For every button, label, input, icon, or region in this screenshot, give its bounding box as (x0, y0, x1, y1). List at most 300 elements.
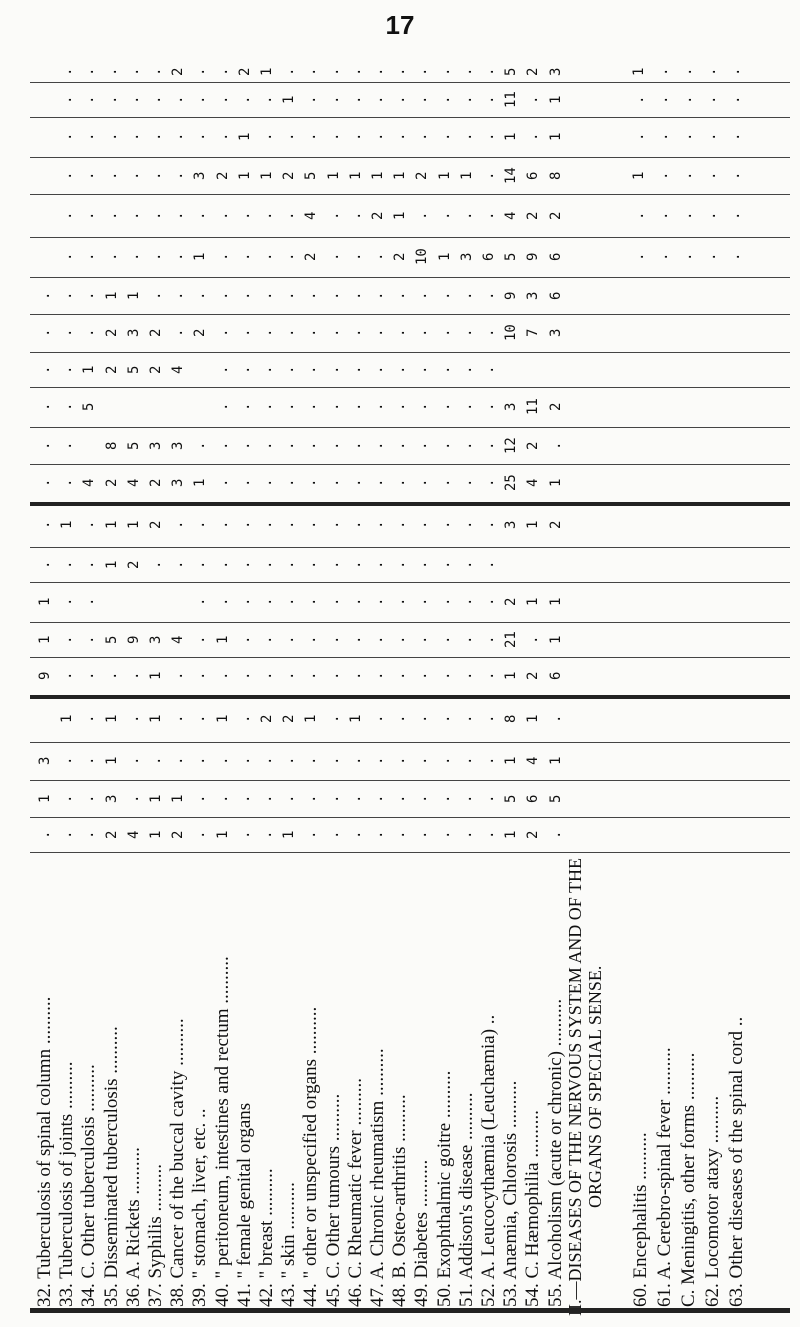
table-rule (30, 657, 790, 658)
row-label: 49. Diabetes .......... (411, 1159, 433, 1307)
table-cell: . (192, 714, 209, 723)
table-cell: . (481, 478, 497, 488)
table-cell: 5 (103, 635, 120, 644)
table-cell: 5 (125, 365, 142, 374)
table-cell: 1 (281, 95, 298, 104)
table-cell: . (236, 635, 253, 644)
table-cell: . (436, 478, 453, 488)
table-cell: . (37, 291, 53, 300)
table-cell: . (303, 520, 320, 529)
table-rule (30, 117, 790, 118)
table-cell: . (481, 95, 497, 104)
table-cell: . (347, 597, 364, 607)
table-cell: . (347, 132, 364, 142)
table-cell: 1 (458, 171, 475, 180)
table-cell: 3 (148, 635, 164, 644)
page-number: 17 (385, 10, 415, 40)
table-cell: 2 (525, 671, 542, 681)
row-label: 36. A. Rickets .......... (122, 1147, 144, 1307)
table-cell: . (347, 365, 364, 374)
table-cell: . (347, 520, 364, 529)
table-cell: . (170, 328, 187, 338)
table-cell: . (481, 756, 497, 766)
table-cell: . (259, 252, 275, 262)
table-cell: . (214, 671, 231, 681)
row-label: 32. Tuberculosis of spinal column .......... (34, 996, 55, 1307)
table-cell: . (259, 328, 275, 338)
table-cell: . (214, 756, 231, 766)
table-cell: . (281, 671, 298, 681)
table-cell: 1 (81, 365, 98, 374)
table-rule (30, 547, 790, 548)
table-cell: . (370, 291, 386, 300)
table-cell: . (392, 365, 409, 374)
row-label: 46. C. Rheumatic fever .......... (344, 1077, 366, 1307)
table-cell: . (236, 211, 253, 220)
table-cell: . (236, 291, 253, 300)
table-cell: . (192, 211, 209, 220)
table-cell: 1 (370, 171, 386, 180)
table-cell: . (525, 132, 542, 142)
table-cell: . (236, 560, 253, 569)
table-cell: . (103, 671, 120, 681)
table-cell: . (436, 560, 453, 569)
table-cell: . (192, 67, 209, 77)
row-label-right: 61. A. Cerebro-spinal fever .......... (654, 1047, 675, 1307)
table-cell: . (59, 597, 76, 607)
table-cell: . (325, 671, 342, 681)
table-cell: 4 (170, 365, 187, 374)
table-cell: . (325, 794, 342, 803)
table-cell: 1 (103, 520, 120, 529)
table-cell: . (59, 830, 76, 839)
table-cell-right: . (655, 171, 671, 180)
table-cell: 1 (525, 520, 542, 529)
table-cell: . (370, 252, 386, 262)
table-cell: 2 (148, 478, 164, 488)
table-cell: 1 (392, 211, 409, 220)
table-cell: . (392, 597, 409, 607)
table-cell: 1 (59, 714, 76, 723)
table-cell: . (481, 171, 497, 180)
table-cell: . (392, 830, 409, 839)
table-cell: . (37, 328, 53, 338)
table-cell: 2 (103, 365, 120, 374)
table-cell: 5 (503, 794, 520, 803)
table-cell: . (59, 211, 76, 220)
table-cell: . (37, 402, 53, 412)
table-cell: . (436, 520, 453, 529)
table-cell-right: . (679, 252, 695, 262)
table-cell: . (236, 365, 253, 374)
table-cell: . (259, 441, 275, 450)
table-cell: 3 (547, 328, 564, 338)
table-rule (30, 277, 790, 278)
table-cell: . (281, 756, 298, 766)
table-rule (30, 352, 790, 353)
table-cell: . (303, 328, 320, 338)
table-cell: . (81, 671, 98, 681)
table-cell: . (458, 635, 475, 644)
table-cell: 2 (525, 211, 542, 220)
table-cell: 1 (525, 714, 542, 723)
table-cell: . (392, 95, 409, 104)
table-cell: . (414, 365, 431, 374)
table-cell: 1 (281, 830, 298, 839)
table-rule (30, 780, 790, 781)
table-cell: . (170, 560, 187, 569)
table-cell: . (281, 794, 298, 803)
table-cell: . (259, 132, 275, 142)
table-cell: . (148, 171, 164, 180)
table-cell: . (414, 67, 431, 77)
table-cell: 2 (214, 171, 231, 180)
table-cell: . (125, 671, 142, 681)
table-cell: . (414, 830, 431, 839)
table-cell: . (37, 441, 53, 450)
table-cell: . (303, 67, 320, 77)
row-label: 54. C. Hæmophilia .......... (522, 1110, 544, 1307)
table-cell: . (458, 560, 475, 569)
table-cell: . (458, 830, 475, 839)
table-cell: . (458, 211, 475, 220)
row-label: 43. " skin .......... (278, 1182, 300, 1307)
table-cell: . (281, 597, 298, 607)
table-cell: 1 (547, 635, 564, 644)
table-cell: 1 (125, 291, 142, 300)
table-cell: 4 (525, 756, 542, 766)
table-cell: . (236, 794, 253, 803)
table-cell: 2 (281, 171, 298, 180)
table-cell: . (214, 402, 231, 412)
table-cell: . (81, 67, 98, 77)
table-cell: . (59, 95, 76, 104)
table-cell: . (370, 365, 386, 374)
table-cell: . (370, 560, 386, 569)
table-cell: 5 (125, 441, 142, 450)
table-cell: . (125, 756, 142, 766)
table-cell-right: 1 (631, 171, 647, 180)
table-cell: 9 (37, 671, 53, 681)
table-cell: 2 (370, 211, 386, 220)
table-cell: . (259, 830, 275, 839)
table-cell: 1 (503, 756, 520, 766)
table-cell: 1 (37, 635, 53, 644)
table-cell-right: . (703, 211, 719, 220)
table-cell: . (81, 211, 98, 220)
table-cell: . (303, 635, 320, 644)
table-rule (30, 314, 790, 315)
table-cell: . (281, 441, 298, 450)
table-cell: . (347, 794, 364, 803)
table-cell: 6 (525, 171, 542, 180)
table-cell: 1 (214, 830, 231, 839)
table-cell: . (525, 95, 542, 104)
table-cell: . (325, 95, 342, 104)
table-cell: . (236, 520, 253, 529)
table-cell: . (414, 132, 431, 142)
table-cell: . (214, 365, 231, 374)
table-cell: . (414, 671, 431, 681)
table-cell: . (303, 830, 320, 839)
table-cell: . (103, 132, 120, 142)
table-cell: . (481, 560, 497, 569)
table-cell: . (125, 95, 142, 104)
table-cell: . (436, 597, 453, 607)
table-cell: . (325, 714, 342, 723)
table-cell: . (214, 560, 231, 569)
table-cell: 3 (37, 756, 53, 766)
table-cell: . (414, 635, 431, 644)
table-cell: 12 (503, 437, 520, 454)
table-cell: . (59, 171, 76, 180)
table-rule (30, 464, 790, 465)
table-cell: . (436, 328, 453, 338)
table-cell: 2 (170, 830, 187, 839)
table-cell: 2 (103, 328, 120, 338)
table-cell: . (59, 635, 76, 644)
table-cell: . (481, 714, 497, 723)
row-label: 39. " stomach, liver, etc. .. (189, 1108, 211, 1307)
table-cell: 5 (81, 402, 98, 412)
table-cell: . (148, 211, 164, 220)
table-cell: . (458, 794, 475, 803)
table-cell-right: . (655, 67, 671, 77)
table-cell: . (37, 520, 53, 529)
table-cell: 1 (214, 635, 231, 644)
table-rule (30, 502, 790, 506)
table-cell: . (259, 95, 275, 104)
table-cell: . (481, 67, 497, 77)
table-cell: 1 (103, 756, 120, 766)
table-cell: . (303, 95, 320, 104)
table-cell: . (414, 478, 431, 488)
table-cell: . (125, 252, 142, 262)
table-cell: 1 (547, 95, 564, 104)
table-cell: 10 (414, 248, 431, 266)
table-cell: . (214, 520, 231, 529)
table-cell: 7 (525, 328, 542, 338)
table-cell: . (347, 441, 364, 450)
table-cell: . (325, 478, 342, 488)
table-cell: . (392, 291, 409, 300)
table-cell: . (81, 830, 98, 839)
table-cell: . (236, 441, 253, 450)
table-rule (30, 622, 790, 623)
table-cell-right: . (727, 252, 743, 262)
table-cell: . (414, 211, 431, 220)
table-cell: . (281, 560, 298, 569)
table-cell-right: . (727, 211, 743, 220)
table-cell: . (259, 520, 275, 529)
table-cell: . (436, 671, 453, 681)
table-cell: . (259, 794, 275, 803)
table-cell: . (347, 756, 364, 766)
table-cell: . (414, 597, 431, 607)
table-cell: 11 (525, 398, 542, 416)
table-cell: . (214, 441, 231, 450)
table-cell: 2 (125, 560, 142, 569)
table-cell: . (170, 211, 187, 220)
table-cell: . (303, 597, 320, 607)
table-cell: 1 (347, 714, 364, 723)
table-cell: . (481, 291, 497, 300)
table-cell: . (392, 714, 409, 723)
table-cell: . (303, 132, 320, 142)
table-cell: . (303, 291, 320, 300)
table-cell: . (214, 478, 231, 488)
table-cell: 14 (503, 167, 520, 184)
table-cell: 3 (192, 171, 209, 180)
table-cell: . (214, 328, 231, 338)
table-cell: . (547, 441, 564, 450)
table-cell: . (436, 714, 453, 723)
table-cell: . (281, 328, 298, 338)
table-cell: . (525, 635, 542, 644)
table-cell: 1 (436, 171, 453, 180)
table-cell: 1 (392, 171, 409, 180)
table-cell: . (103, 67, 120, 77)
table-cell: . (436, 830, 453, 839)
table-cell: . (81, 714, 98, 723)
row-label: 34. C. Other tuberculosis .......... (78, 1064, 100, 1307)
table-cell: 3 (103, 794, 120, 803)
table-cell: 1 (347, 171, 364, 180)
table-cell: 9 (503, 291, 520, 300)
table-cell: . (81, 171, 98, 180)
table-cell: 3 (503, 520, 520, 529)
table-cell: . (370, 756, 386, 766)
table-cell: . (347, 402, 364, 412)
table-cell: . (81, 291, 98, 300)
table-cell: 6 (547, 671, 564, 681)
table-cell: . (281, 291, 298, 300)
table-cell: . (59, 365, 76, 374)
table-cell: . (436, 402, 453, 412)
table-cell: . (347, 478, 364, 488)
table-cell: . (81, 95, 98, 104)
table-cell: . (547, 830, 564, 839)
section-heading: II.—DISEASES OF THE NERVOUS SYSTEM AND OF THE ORGANS OF SPECIAL SENSE. (565, 858, 605, 1316)
table-cell-right: . (655, 132, 671, 142)
table-cell: . (414, 291, 431, 300)
table-cell: . (192, 635, 209, 644)
table-cell-right: . (631, 95, 647, 104)
table-cell: 1 (125, 520, 142, 529)
table-cell: 1 (103, 291, 120, 300)
table-cell: . (236, 478, 253, 488)
table-cell: 4 (81, 478, 98, 488)
table-cell: 1 (103, 714, 120, 723)
table-cell: . (281, 252, 298, 262)
table-cell: . (370, 95, 386, 104)
table-cell-right: . (655, 211, 671, 220)
table-cell: . (236, 328, 253, 338)
table-rule (30, 387, 790, 388)
table-cell: . (281, 520, 298, 529)
table-cell: . (392, 756, 409, 766)
table-cell: . (347, 635, 364, 644)
table-cell: . (259, 560, 275, 569)
table-cell: . (370, 478, 386, 488)
row-labels (30, 857, 790, 1327)
table-cell: . (103, 95, 120, 104)
table-cell: . (236, 756, 253, 766)
table-cell: . (436, 291, 453, 300)
table-cell: . (325, 132, 342, 142)
table-cell: . (125, 171, 142, 180)
table-cell: . (236, 252, 253, 262)
table-cell: 3 (503, 402, 520, 412)
table-cell: . (325, 635, 342, 644)
table-rule (30, 852, 790, 853)
table-cell: . (325, 756, 342, 766)
table-cell: . (370, 714, 386, 723)
table-cell: 1 (170, 794, 187, 803)
table-cell: 2 (148, 520, 164, 529)
table-cell: 1 (436, 252, 453, 262)
row-label-right: 60. Encephalitis .......... (630, 1132, 651, 1307)
table-rule (30, 82, 790, 83)
table-cell: 21 (503, 631, 520, 648)
table-cell: . (81, 560, 98, 569)
table-cell: . (436, 95, 453, 104)
table-cell: . (214, 794, 231, 803)
table-cell: 3 (125, 328, 142, 338)
table-cell: . (458, 441, 475, 450)
table-cell: 1 (503, 830, 520, 839)
row-label: 40. " peritoneum, intestines and rectum .......... (211, 956, 233, 1307)
table-cell: . (481, 402, 497, 412)
table-cell: . (481, 597, 497, 607)
table-cell-right: . (727, 171, 743, 180)
table-cell: . (103, 211, 120, 220)
row-label: 55. Alcoholism (acute or chronic) .......... (544, 998, 566, 1307)
table-cell-right: . (703, 132, 719, 142)
table-cell: . (214, 95, 231, 104)
table-cell: . (325, 441, 342, 450)
table-cell: . (414, 402, 431, 412)
table-cell: 2 (281, 714, 298, 723)
table-cell: . (192, 560, 209, 569)
table-cell: . (325, 211, 342, 220)
table-cell: . (436, 211, 453, 220)
table-cell: . (281, 402, 298, 412)
table-cell: . (170, 132, 187, 142)
table-cell: 3 (170, 441, 187, 450)
table-cell: 4 (303, 211, 320, 220)
table-cell: . (236, 714, 253, 723)
table-cell: 1 (547, 132, 564, 142)
table-cell: 1 (525, 597, 542, 607)
table-cell: . (392, 67, 409, 77)
table-cell: . (436, 365, 453, 374)
table-cell-right: . (679, 67, 695, 77)
table-cell: . (414, 95, 431, 104)
table-cell: . (192, 671, 209, 681)
table-cell: . (370, 328, 386, 338)
table-cell: 1 (503, 671, 520, 681)
table-cell: . (458, 671, 475, 681)
table-rule (30, 427, 790, 428)
table-cell: . (192, 291, 209, 300)
table-cell: 10 (503, 324, 520, 342)
table-cell: 5 (547, 794, 564, 803)
table-cell: . (458, 67, 475, 77)
table-cell: 1 (547, 478, 564, 488)
table-cell: 5 (503, 252, 520, 262)
table-cell: . (303, 794, 320, 803)
